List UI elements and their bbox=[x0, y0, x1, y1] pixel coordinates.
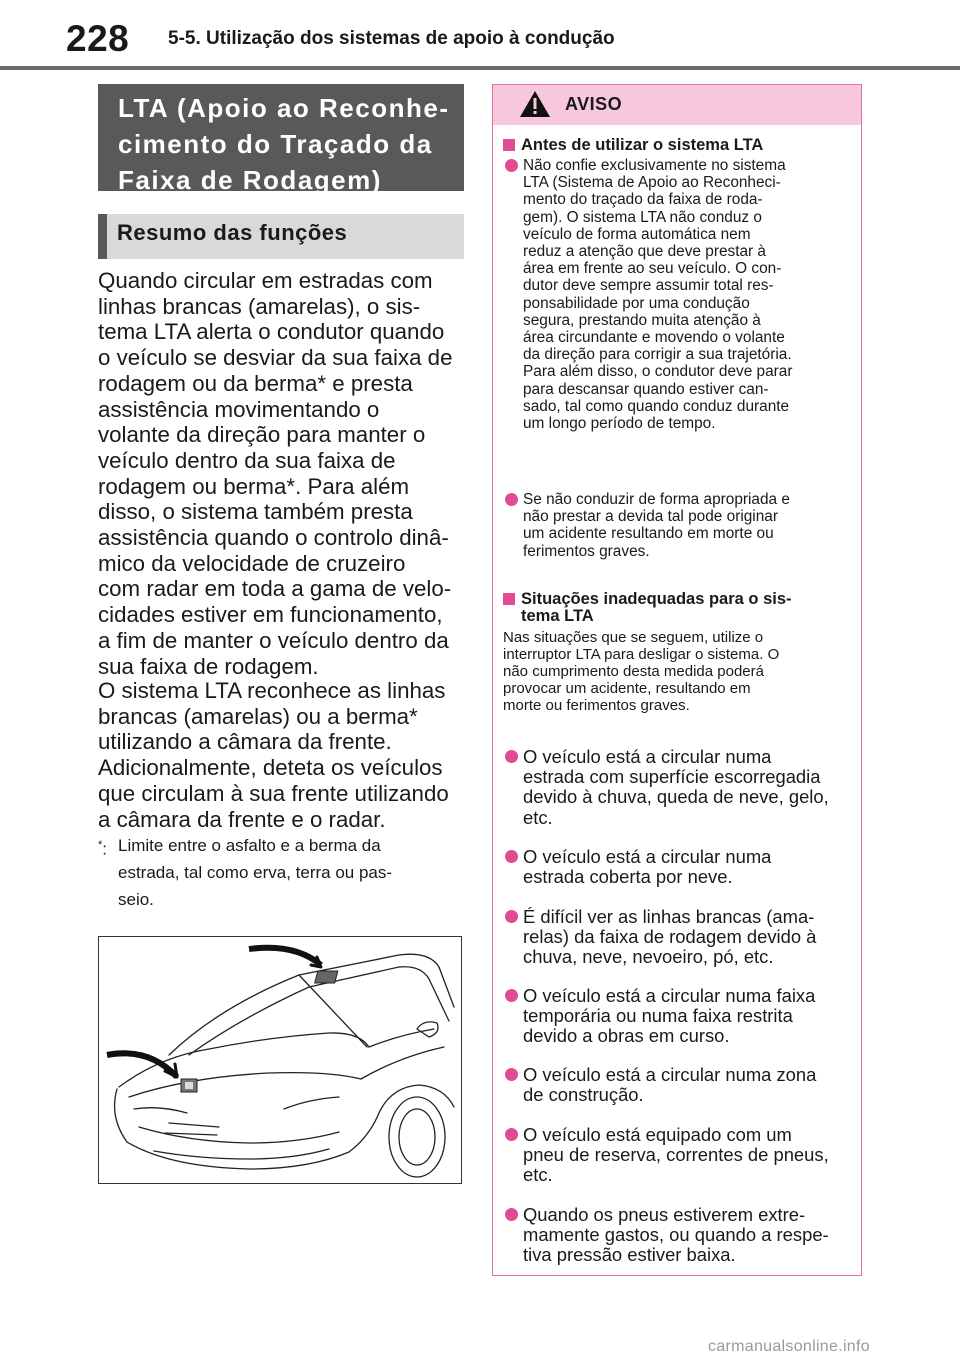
text-line: cidades estiver em funcionamento, bbox=[98, 602, 443, 628]
front-camera-icon bbox=[315, 971, 338, 983]
footnote-mark bbox=[98, 832, 107, 863]
text-line: morte ou ferimentos graves. bbox=[503, 697, 690, 714]
text-line: Não confie exclusivamente no sistema bbox=[523, 157, 786, 174]
warning-box bbox=[492, 84, 862, 1276]
summary-heading: Resumo das funções bbox=[98, 214, 464, 259]
text-line: Nas situações que se seguem, utilize o bbox=[503, 629, 764, 646]
car-line-drawing bbox=[99, 937, 461, 1183]
text-line: Se não conduzir de forma apropriada e bbox=[523, 491, 790, 508]
text-line: sua faixa de rodagem. bbox=[98, 653, 319, 679]
warning-list-item bbox=[505, 1125, 857, 1186]
text-line: mico da velocidade de cruzeiro bbox=[98, 550, 406, 576]
text-line: LTA (Sistema de Apoio ao Reconheci- bbox=[523, 174, 781, 192]
text-line: utilizando a câmara da frente. bbox=[98, 729, 392, 755]
text-line: etc. bbox=[523, 1164, 553, 1186]
text-line: O veículo está a circular numa bbox=[523, 746, 772, 767]
heading-text: Antes de utilizar o sistema LTA bbox=[521, 136, 764, 154]
bullet-dot-icon bbox=[505, 989, 518, 1002]
bullet-dot-icon bbox=[505, 750, 518, 763]
chapter-title-line: LTA (Apoio ao Reconhe- bbox=[118, 93, 450, 123]
text-line: interruptor LTA para desligar o sistema. O bbox=[503, 646, 780, 663]
text-line: de construção. bbox=[523, 1084, 644, 1106]
text-line: não cumprimento desta medida poderá bbox=[503, 663, 764, 680]
square-bullet-icon bbox=[503, 139, 515, 151]
watermark: carmanualsonline.info bbox=[708, 1338, 870, 1355]
text-line: Para além disso, o condutor deve parar bbox=[523, 363, 793, 381]
footnote-line: Limite entre o asfalto e a berma da bbox=[118, 836, 381, 855]
text-line: Adicionalmente, deteta os veículos bbox=[98, 755, 443, 781]
summary-paragraph-1 bbox=[98, 268, 470, 679]
text-line: estrada coberta por neve. bbox=[523, 866, 733, 888]
arrow-to-camera-icon bbox=[249, 947, 321, 967]
text-line: temporária ou numa faixa restrita bbox=[523, 1005, 793, 1027]
text-line: disso, o sistema também presta bbox=[98, 499, 413, 525]
text-line: área em frente ao seu veículo. O con- bbox=[523, 260, 782, 278]
text-line: O veículo está a circular numa faixa bbox=[523, 985, 816, 1006]
car-illustration bbox=[98, 936, 462, 1184]
warning-section-heading bbox=[503, 137, 763, 154]
text-line: É difícil ver as linhas brancas (ama- bbox=[523, 906, 815, 927]
chapter-title-line: Faixa de Rodagem) bbox=[118, 165, 382, 195]
warning-triangle-icon bbox=[519, 89, 551, 119]
footnote bbox=[98, 832, 470, 913]
text-line: devido à chuva, queda de neve, gelo, bbox=[523, 786, 829, 808]
text-line: brancas (amarelas) ou a berma* bbox=[98, 703, 418, 729]
text-line: assistência quando o controlo dinâ- bbox=[98, 525, 449, 551]
text-line: provocar um acidente, resultando em bbox=[503, 680, 751, 697]
summary-paragraph-2 bbox=[98, 678, 470, 832]
text-line: chuva, neve, nevoeiro, pó, etc. bbox=[523, 946, 774, 968]
text-line: ponsabilidade por uma condução bbox=[523, 294, 750, 312]
warning-list-item bbox=[505, 986, 857, 1047]
warning-header bbox=[493, 85, 861, 125]
text-line: volante da direção para manter o bbox=[98, 422, 426, 448]
text-line: para descansar quando estiver can- bbox=[523, 380, 769, 398]
warning-list-item bbox=[505, 1065, 857, 1105]
bullet-dot-icon bbox=[505, 1068, 518, 1081]
text-line: veículo dentro da sua faixa de bbox=[98, 447, 396, 473]
text-line: linhas brancas (amarelas), o sis- bbox=[98, 293, 421, 319]
square-bullet-icon bbox=[503, 593, 515, 605]
footnote-asterisk: * bbox=[98, 839, 103, 851]
warning-list-item bbox=[505, 747, 857, 828]
text-line: não prestar a devida tal pode originar bbox=[523, 508, 778, 526]
footnote-colon: : bbox=[102, 839, 108, 859]
warning-list-item bbox=[505, 157, 857, 432]
text-line: dutor deve sempre assumir total res- bbox=[523, 277, 774, 295]
footnote-line: estrada, tal como erva, terra ou pas- bbox=[118, 863, 393, 882]
bullet-dot-icon bbox=[505, 493, 518, 506]
text-line: Quando circular em estradas com bbox=[98, 268, 433, 293]
text-line: área circundante e movendo o volante bbox=[523, 329, 785, 347]
text-line: devido a obras em curso. bbox=[523, 1025, 730, 1047]
bullet-dot-icon bbox=[505, 1208, 518, 1221]
text-line: ferimentos graves. bbox=[523, 542, 650, 560]
text-line: reduz a atenção que deve prestar à bbox=[523, 243, 766, 261]
bullet-dot-icon bbox=[505, 850, 518, 863]
heading-text: tema LTA bbox=[521, 607, 594, 625]
text-line: O veículo está a circular numa bbox=[523, 846, 772, 867]
page-number: 228 bbox=[66, 18, 130, 59]
heading-text: Situações inadequadas para o sis- bbox=[521, 590, 792, 608]
chapter-title bbox=[98, 84, 464, 195]
bullet-dot-icon bbox=[505, 1128, 518, 1141]
arrow-to-radar-icon bbox=[107, 1053, 177, 1077]
text-line: relas) da faixa de rodagem devido à bbox=[523, 926, 817, 948]
bullet-dot-icon bbox=[505, 159, 518, 172]
text-line: segura, prestando muita atenção à bbox=[523, 311, 761, 329]
text-line: da direção para corrigir a sua trajetória. bbox=[523, 346, 792, 364]
text-line: rodagem ou da berma* e presta bbox=[98, 370, 413, 396]
chapter-title-line: cimento do Traçado da bbox=[118, 129, 433, 159]
header-rule bbox=[0, 66, 960, 70]
text-line: estrada com superfície escorregadia bbox=[523, 766, 821, 788]
text-line: O sistema LTA reconhece as linhas bbox=[98, 678, 446, 703]
text-line: a fim de manter o veículo dentro da bbox=[98, 627, 449, 653]
text-line: que circulam à sua frente utilizando bbox=[98, 780, 449, 806]
text-line: gem). O sistema LTA não conduz o bbox=[523, 208, 762, 226]
text-line: tiva pressão estiver baixa. bbox=[523, 1244, 736, 1266]
radar-sensor-icon bbox=[181, 1079, 197, 1092]
warning-list-item bbox=[505, 847, 857, 887]
warning-intro bbox=[503, 629, 779, 714]
text-line: assistência movimentando o bbox=[98, 396, 380, 422]
text-line: mamente gastos, ou quando a respe- bbox=[523, 1224, 829, 1246]
text-line: tema LTA alerta o condutor quando bbox=[98, 319, 445, 345]
text-line: sado, tal como quando conduz durante bbox=[523, 397, 790, 415]
text-line: pneu de reserva, correntes de pneus, bbox=[523, 1144, 829, 1166]
text-line: etc. bbox=[523, 806, 553, 828]
text-line: mento do traçado da faixa de roda- bbox=[523, 191, 763, 209]
footnote-line: seio. bbox=[118, 890, 154, 909]
text-line: O veículo está equipado com um bbox=[523, 1124, 792, 1145]
warning-list-item bbox=[505, 491, 857, 560]
text-line: O veículo está a circular numa zona bbox=[523, 1064, 817, 1085]
text-line: um longo período de tempo. bbox=[523, 415, 716, 433]
warning-title: AVISO bbox=[565, 94, 623, 114]
warning-list-item bbox=[505, 907, 857, 968]
warning-section-heading bbox=[503, 591, 792, 625]
text-line: com radar em toda a gama de velo- bbox=[98, 576, 452, 602]
text-line: veículo de forma automática nem bbox=[523, 225, 751, 243]
warning-list-item bbox=[505, 1205, 857, 1266]
text-line: o veículo se desviar da sua faixa de bbox=[98, 345, 453, 371]
text-line: a câmara da frente e o radar. bbox=[98, 806, 386, 832]
text-line: Quando os pneus estiverem extre- bbox=[523, 1204, 806, 1225]
bullet-dot-icon bbox=[505, 910, 518, 923]
text-line: um acidente resultando em morte ou bbox=[523, 525, 774, 543]
text-line: rodagem ou berma*. Para além bbox=[98, 473, 410, 499]
section-title: 5-5. Utilização dos sistemas de apoio à condução bbox=[168, 28, 615, 49]
